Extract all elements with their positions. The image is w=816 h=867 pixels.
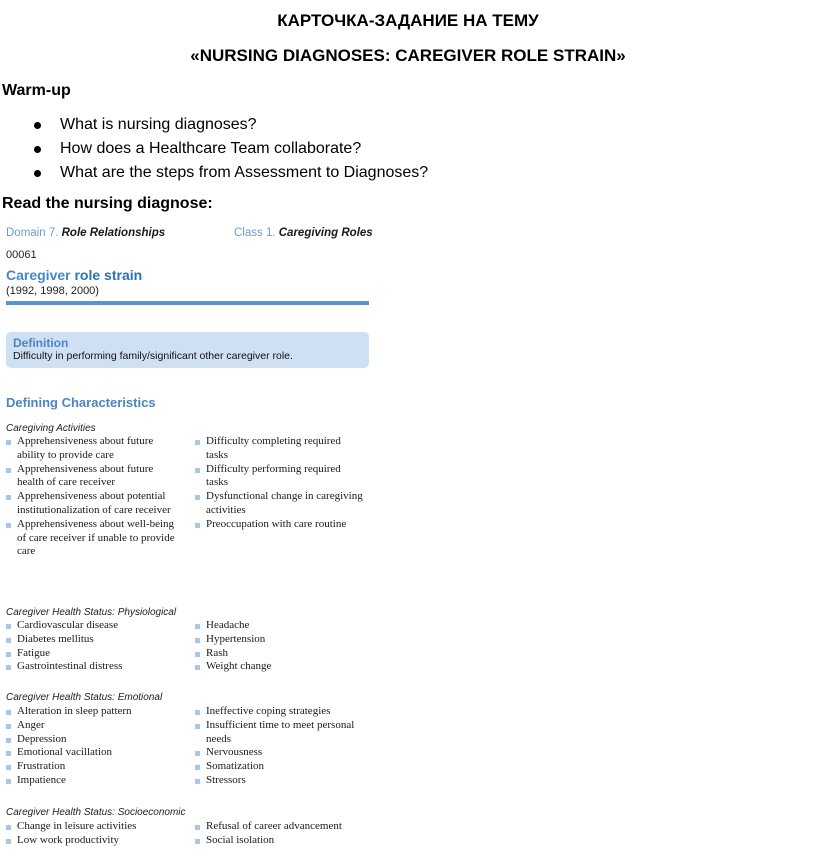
characteristic-item: Somatization bbox=[195, 760, 365, 774]
characteristic-item: Preoccupation with care routine bbox=[195, 518, 365, 532]
diagnosis-name bbox=[6, 267, 142, 283]
characteristic-item: Apprehensiveness about future ability to provide care bbox=[6, 435, 182, 463]
nursing-diagnosis-excerpt bbox=[6, 224, 373, 864]
bullet-icon bbox=[34, 170, 41, 177]
characteristic-item: Change in leisure activities bbox=[6, 820, 182, 834]
group-title: Caregiver Health Status: Physiological bbox=[6, 607, 177, 618]
characteristic-item: Social isolation bbox=[195, 834, 365, 848]
domain-line bbox=[6, 227, 165, 239]
characteristic-item: Apprehensiveness about potential institutionalization of care receiver bbox=[6, 490, 182, 518]
characteristic-item: Low work productivity bbox=[6, 834, 182, 848]
characteristic-item: Gastrointestinal distress bbox=[6, 660, 182, 674]
characteristic-item: Weight change bbox=[195, 660, 365, 674]
read-heading: Read the nursing diagnose: bbox=[2, 195, 213, 212]
header-divider bbox=[6, 301, 369, 305]
characteristic-item: Hypertension bbox=[195, 633, 365, 647]
group-title: Caregiver Health Status: Socioeconomic bbox=[6, 807, 186, 818]
domain-name: Role Relationships bbox=[61, 227, 166, 239]
warmup-heading: Warm-up bbox=[2, 82, 71, 99]
warmup-question bbox=[30, 163, 428, 187]
group-title: Caregiver Health Status: Emotional bbox=[6, 692, 163, 703]
characteristic-item: Ineffective coping strategies bbox=[195, 705, 365, 719]
warmup-question bbox=[30, 115, 428, 139]
characteristic-list-right bbox=[195, 820, 365, 848]
characteristic-item: Rash bbox=[195, 647, 365, 661]
characteristic-item: Cardiovascular disease bbox=[6, 619, 182, 633]
characteristic-item: Anger bbox=[6, 719, 182, 733]
characteristic-list-left bbox=[6, 619, 182, 674]
characteristic-item: Apprehensiveness about future health of care receiver bbox=[6, 463, 182, 491]
class-name: Caregiving Roles bbox=[278, 227, 373, 239]
characteristic-item: Difficulty completing required tasks bbox=[195, 435, 365, 463]
characteristic-item: Alteration in sleep pattern bbox=[6, 705, 182, 719]
characteristic-list-right bbox=[195, 619, 365, 674]
characteristic-item: Depression bbox=[6, 733, 182, 747]
characteristic-item: Diabetes mellitus bbox=[6, 633, 182, 647]
defining-characteristics-heading: Defining Characteristics bbox=[6, 395, 156, 410]
characteristic-list-left bbox=[6, 705, 182, 788]
warmup-question-text: How does a Healthcare Team collaborate? bbox=[60, 140, 362, 157]
page-title-line-1: КАРТОЧКА-ЗАДАНИЕ НА ТЕМУ bbox=[277, 11, 539, 30]
definition-box bbox=[6, 332, 369, 368]
diagnosis-code: 00061 bbox=[6, 249, 37, 261]
characteristic-item: Fatigue bbox=[6, 647, 182, 661]
class-line bbox=[234, 227, 373, 239]
bullet-icon bbox=[34, 122, 41, 129]
characteristic-item: Apprehensiveness about well-being of care receiver if unable to provide care bbox=[6, 518, 182, 559]
characteristic-list-right bbox=[195, 705, 365, 788]
characteristic-item: Frustration bbox=[6, 760, 182, 774]
characteristic-item: Emotional vacillation bbox=[6, 746, 182, 760]
characteristic-list-right bbox=[195, 435, 365, 532]
diagnosis-name-part-1: Caregiver bbox=[6, 267, 71, 283]
warmup-question-text: What are the steps from Assessment to Diagnoses? bbox=[60, 164, 429, 181]
diagnosis-years: (1992, 1998, 2000) bbox=[6, 285, 99, 297]
characteristic-item: Impatience bbox=[6, 774, 182, 788]
diagnosis-name-part-2: role strain bbox=[70, 267, 143, 283]
warmup-question-text: What is nursing diagnoses? bbox=[60, 116, 257, 133]
class-label: Class 1. bbox=[234, 227, 276, 239]
domain-label: Domain 7. bbox=[6, 227, 59, 239]
characteristic-item: Insufficient time to meet personal needs bbox=[195, 719, 365, 747]
characteristic-item: Stressors bbox=[195, 774, 365, 788]
definition-title: Definition bbox=[13, 336, 69, 350]
group-title: Caregiving Activities bbox=[6, 423, 96, 434]
warmup-question-list bbox=[30, 115, 428, 187]
characteristic-item: Refusal of career advancement bbox=[195, 820, 365, 834]
characteristic-list-left bbox=[6, 435, 182, 559]
characteristic-list-left bbox=[6, 820, 182, 848]
characteristic-item: Difficulty performing required tasks bbox=[195, 463, 365, 491]
warmup-question bbox=[30, 139, 428, 163]
characteristic-item: Headache bbox=[195, 619, 365, 633]
page-title-line-2: «NURSING DIAGNOSES: CAREGIVER ROLE STRAIN» bbox=[190, 46, 626, 65]
characteristic-item: Nervousness bbox=[195, 746, 365, 760]
bullet-icon bbox=[34, 146, 41, 153]
characteristic-item: Dysfunctional change in caregiving activities bbox=[195, 490, 365, 518]
definition-text: Difficulty in performing family/significant other caregiver role. bbox=[13, 350, 293, 362]
